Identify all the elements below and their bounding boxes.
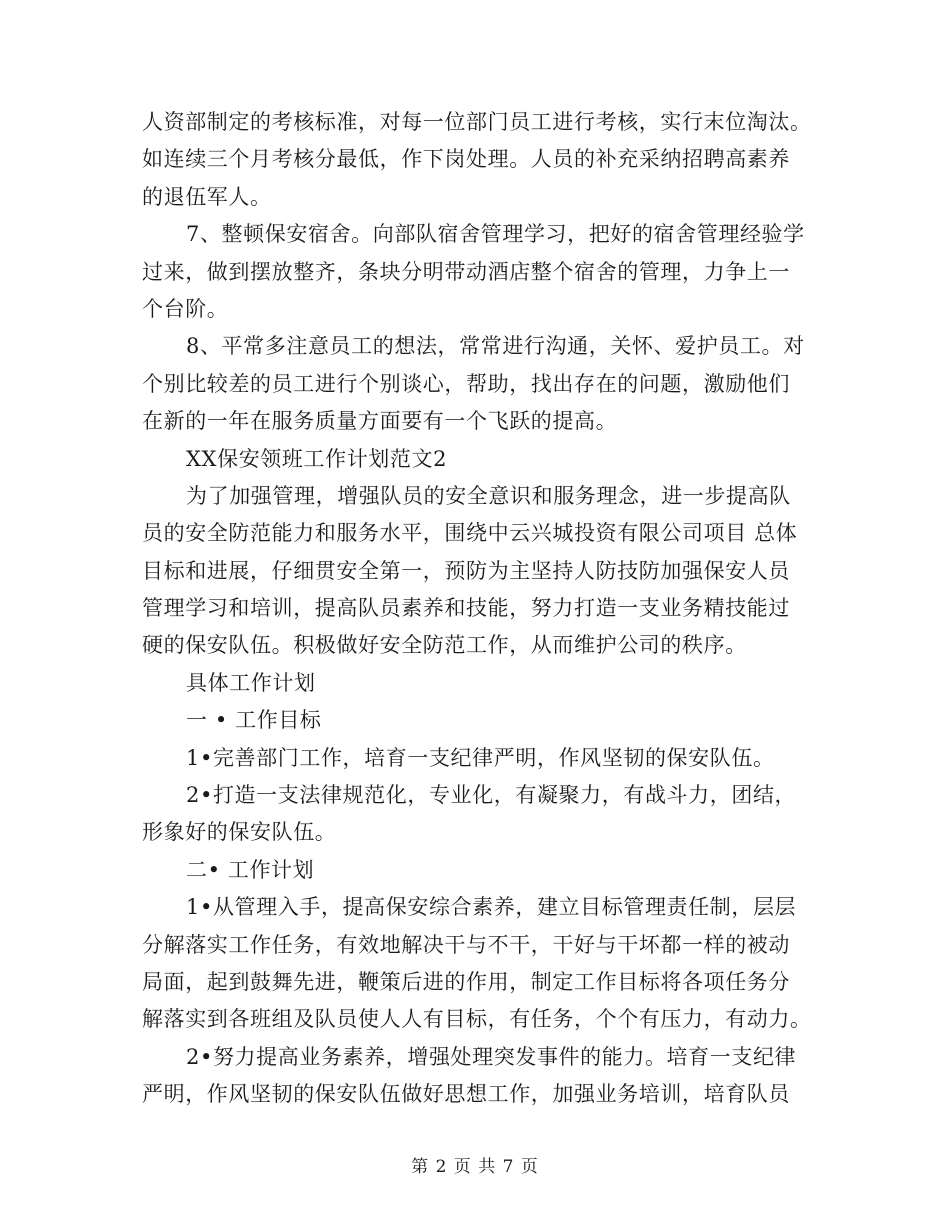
text-line: 具体工作计划 (186, 670, 316, 695)
text-line: 2•努力提高业务素养，增强处理突发事件的能力。培育一支纪律 (186, 1044, 797, 1069)
text-line: 管理学习和培训，提高队员素养和技能，努力打造一支业务精技能过 (142, 596, 790, 621)
text-line: 7、整顿保安宿舍。向部队宿舍管理学习，把好的宿舍管理经验学 (186, 222, 805, 247)
text-line: 8、平常多注意员工的想法，常常进行沟通，关怀、爱护员工。对 (186, 334, 805, 359)
text-line: XX保安领班工作计划范文2 (186, 446, 448, 471)
text-line: 目标和进展，仔细贯安全第一，预防为主坚持人防技防加强保安人员 (142, 558, 790, 583)
document-body (142, 104, 810, 1114)
text-line: 形象好的保安队伍。 (142, 820, 337, 845)
text-line: 分解落实工作任务，有效地解决干与不干，干好与干坏都一样的被动 (142, 932, 790, 957)
page-number-footer: 第 2 页 共 7 页 (411, 1157, 539, 1177)
text-line: 为了加强管理，增强队员的安全意识和服务理念，进一步提高队 (186, 483, 791, 508)
text-line: 1•完善部门工作，培育一支纪律严明，作风坚韧的保安队伍。 (186, 745, 775, 770)
text-line: 1•从管理入手，提高保安综合素养，建立目标管理责任制，层层 (186, 895, 797, 920)
text-line: 人资部制定的考核标准，对每一位部门员工进行考核，实行末位淘汰。 (142, 110, 812, 134)
text-line: 一 • 工作目标 (186, 708, 322, 733)
text-line: 解落实到各班组及队员使人人有目标，有任务，个个有压力，有动力。 (142, 1007, 812, 1032)
text-line: 个别比较差的员工进行个别谈心，帮助，找出存在的问题，激励他们 (142, 371, 790, 396)
text-line: 硬的保安队伍。积极做好安全防范工作，从而维护公司的秩序。 (142, 633, 747, 658)
text-line: 的退伍军人。 (142, 184, 272, 209)
text-line: 如连续三个月考核分最低，作下岗处理。人员的补充采纳招聘高素养 (142, 147, 790, 172)
text-line: 局面，起到鼓舞先进，鞭策后进的作用，制定工作目标将各项任务分 (142, 969, 790, 994)
text-line: 2•打造一支法律规范化，专业化，有凝聚力，有战斗力，团结， (186, 783, 797, 808)
text-line: 严明，作风坚韧的保安队伍做好思想工作，加强业务培训，培育队员 (142, 1082, 790, 1107)
text-line: 过来，做到摆放整齐，条块分明带动酒店整个宿舍的管理，力争上一 (142, 259, 790, 284)
text-line: 个台阶。 (142, 296, 229, 321)
text-line: 在新的一年在服务质量方面要有一个飞跃的提高。 (142, 409, 618, 434)
text-line: 二• 工作计划 (186, 857, 315, 882)
text-line: 员的安全防范能力和服务水平，围绕中云兴城投资有限公司项目 总体 (142, 521, 798, 546)
